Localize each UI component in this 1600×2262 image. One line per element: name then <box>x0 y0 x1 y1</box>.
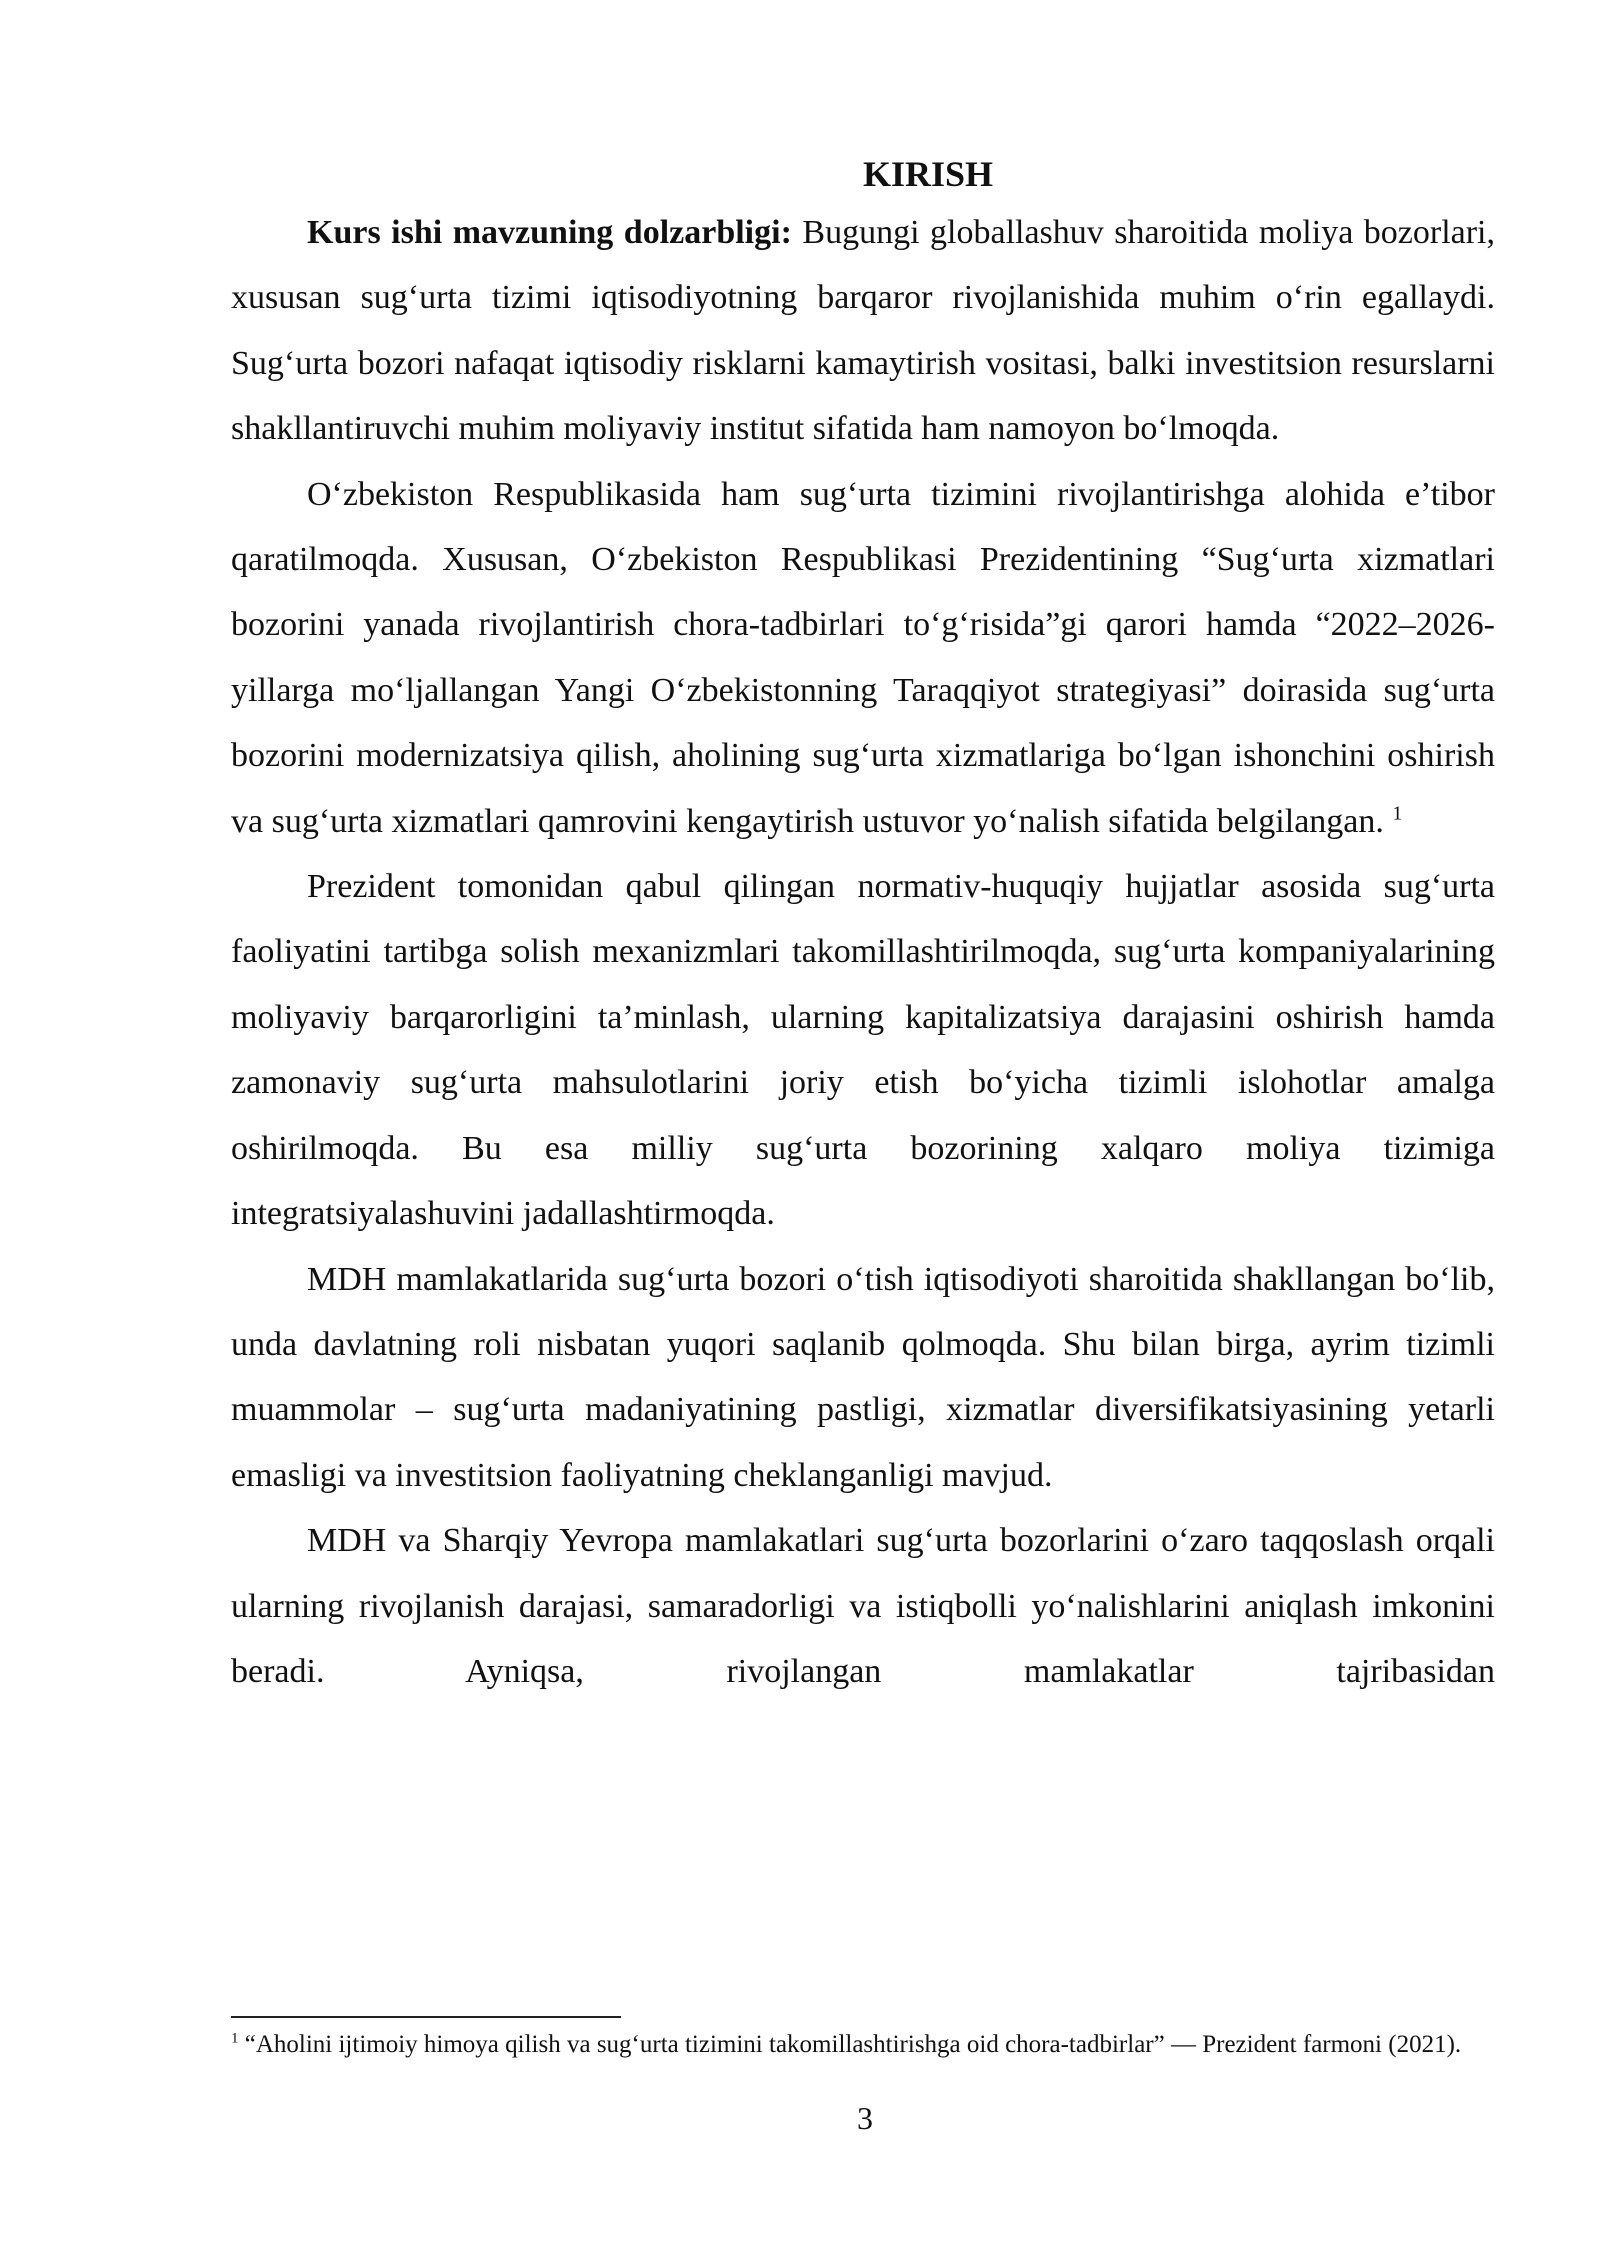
paragraph-cis-market <box>231 1247 1495 1509</box>
paragraph-text: MDH mamlakatlarida sug‘urta bozori o‘tish iqtisodiyoti sharoitida shakllangan bo‘lib, unda davlatning roli nisbatan yuqori saqlanib qolmoqda. Shu bilan birga, ayrim tizimli muammolar – sug‘urta madaniyatining pastligi, xizmatlar diversifikatsiyasining yetarli emasligi va investitsion faoliyatning cheklanganligi mavjud. <box>231 1260 1495 1494</box>
footnote-divider <box>231 2016 621 2018</box>
page-body <box>231 148 1495 1704</box>
paragraph-regulation <box>231 854 1495 1246</box>
footnote-marker: 1 <box>231 2030 239 2047</box>
page-number: 3 <box>857 2100 873 2136</box>
paragraph-comparison <box>231 1508 1495 1704</box>
section-heading: KIRISH <box>862 154 994 194</box>
paragraph-text: Prezident tomonidan qabul qilingan normativ-huquqiy hujjatlar asosida sug‘urta faoliyatini tartibga solish mexanizmlari takomillashtirilmoqda, sug‘urta kompaniyalarining moliyaviy barqarorligini ta’minlash, ularning kapitalizatsiya darajasini oshirish hamda zamonaviy sug‘urta mahsulotlarini joriy etish bo‘yicha tizimli islohotlar amalga oshirilmoqda. Bu esa milliy sug‘urta bozorining xalqaro moliya tizimiga integratsiyalashuvini jadallashtirmoqda. <box>231 868 1495 1233</box>
paragraph-lead: Kurs ishi mavzuning dolzarbligi: <box>307 214 792 251</box>
footnote-text: “Aholini ijtimoiy himoya qilish va sug‘urta tizimini takomillashtirishga oid chora-tadbirlar” — Prezident farmoni (2021). <box>238 2031 1462 2058</box>
footnote <box>231 2028 1495 2061</box>
paragraph-text: Bugungi globallashuv sharoitida moliya bozorlari, xususan sug‘urta tizimi iqtisodiyotning barqaror rivojlanishida muhim o‘rin egallaydi. Sug‘urta bozori nafaqat iqtisodiy risklarni kamaytirish vositasi, balki investitsion resurslarni shakllantiruvchi muhim moliyaviy institut sifatida ham namoyon bo‘lmoqda. <box>231 214 1495 448</box>
paragraph-relevance <box>231 200 1495 462</box>
paragraph-text: MDH va Sharqiy Yevropa mamlakatlari sug‘urta bozorlarini o‘zaro taqqoslash orqali ularning rivojlanish darajasi, samaradorligi va istiqbolli yo‘nalishlarini aniqlash imkonini beradi. Ayniqsa, rivojlangan mamlakatlar tajribasidan <box>231 1522 1495 1690</box>
paragraph-uzbekistan-policy <box>231 462 1495 854</box>
footnote-reference[interactable]: 1 <box>1392 802 1403 825</box>
paragraph-text: O‘zbekiston Respublikasida ham sug‘urta tizimini rivojlantirishga alohida e’tibor qaratilmoqda. Xususan, O‘zbekiston Respublikasi Prezidentining “Sug‘urta xizmatlari bozorini yanada rivojlantirish chora-tadbirlari to‘g‘risida”gi qarori hamda “2022–2026-yillarga mo‘ljallangan Yangi O‘zbekistonning Taraqqiyot strategiyasi” doirasida sug‘urta bozorini modernizatsiya qilish, aholining sug‘urta xizmatlariga bo‘lgan ishonchini oshirish va sug‘urta xizmatlari qamrovini kengaytirish ustuvor yo‘nalish sifatida belgilangan. <box>231 475 1495 840</box>
